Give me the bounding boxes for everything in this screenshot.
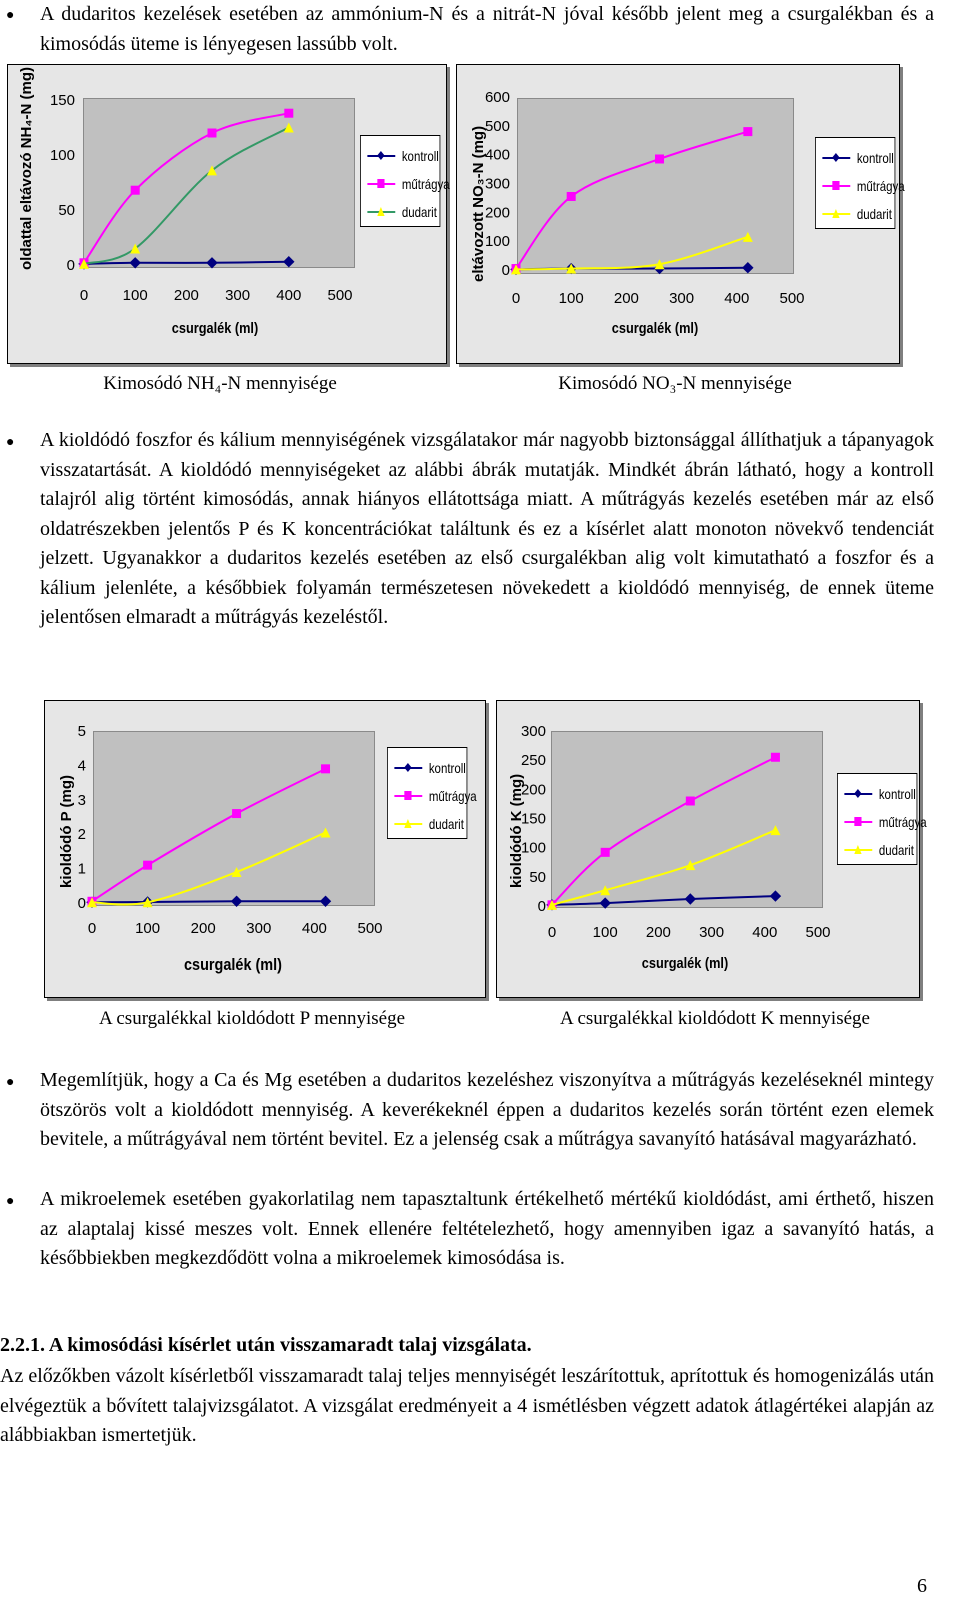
paragraph-bullet-2: A kioldódó foszfor és kálium mennyiségének vizsgálatakor már nagyobb biztonsággal állíthatjuk a tápanyagok visszatartását. A kioldódó mennyiségeket az alábbi ábrák mutatják. Mindkét ábrán látható, hogy a kontroll talajról alig történt kimosódás, annak hiányos ellátottsága miatt. A műtrágyás kezelés esetében már az első oldatrészekben jelentős P és K koncentrációkat találtunk és ez a kísérlet alatt monoton növekvő tendenciát jelzett. Ugyanakkor a dudaritos kezelés esetében az első csurgalékban alig volt kimutatható a foszfor és a kálium jelenléte, a későbbiek folyamán természetesen növekedett a kioldódó mennyiség, de ennek üteme jelentősen elmaradt a műtrágyás kezeléstől. — [40, 429, 934, 628]
chart-no3-point-1-3 — [743, 127, 752, 136]
chart-no3-x-label: csurgalék (ml) — [611, 320, 699, 337]
chart-p-series-line-2 — [92, 832, 326, 904]
chart-p-series-line-0 — [92, 901, 326, 902]
chart-no3-ytick-label: 400 — [484, 146, 510, 164]
chart-nh4-point-1-1 — [131, 186, 140, 195]
chart-k-point-2-2 — [685, 860, 695, 870]
chart-nh4-series-line-1 — [84, 113, 289, 263]
chart-nh4-ytick-label: 50 — [58, 202, 75, 219]
chart-p-point-2-3 — [321, 827, 331, 837]
caption-p: A csurgalékkal kioldódott P mennyisége — [98, 1008, 406, 1029]
chart-k-xtick-label: 500 — [805, 924, 831, 941]
chart-nh4-x-label: csurgalék (ml) — [171, 320, 259, 337]
legend-label-dudarit: dudarit — [856, 206, 892, 222]
chart-p-point-2-2 — [232, 867, 242, 877]
chart-nh4-xtick-label: 0 — [79, 287, 89, 304]
chart-p-ytick-label: 2 — [77, 826, 86, 844]
chart-no3-point-0-3 — [743, 263, 753, 273]
chart-no3-xtick-label: 400 — [724, 290, 750, 307]
chart-no3-xtick-label: 500 — [779, 290, 805, 307]
chart-p-xtick-label: 100 — [135, 920, 161, 937]
chart-p-ytick-label: 4 — [77, 757, 86, 775]
page-number: 6 — [917, 1575, 927, 1597]
chart-p-x-label: csurgalék (ml) — [184, 955, 282, 974]
chart-p-xtick-label: 400 — [301, 920, 327, 937]
chart-no3-ytick-label: 100 — [484, 233, 510, 251]
chart-nh4-xtick-label: 400 — [276, 287, 302, 304]
caption-no3: Kimosódó NO₃-N mennyisége — [558, 373, 792, 394]
chart-nh4-xtick-label: 200 — [173, 287, 199, 304]
chart-nh4-series-line-0 — [84, 262, 289, 264]
chart-no3-ytick-label: 0 — [501, 262, 510, 279]
chart-no3-point-1-2 — [655, 154, 664, 163]
chart-no3-series-line-2 — [516, 237, 748, 270]
chart-no3-ytick-label: 200 — [484, 204, 510, 222]
chart-p-xtick-label: 200 — [190, 920, 216, 937]
chart-k-point-0-1 — [600, 898, 610, 908]
chart-k-xtick-label: 400 — [752, 924, 778, 941]
chart-nh4-y-label: oldattal eltávozó NH₄-N (mg) — [18, 67, 35, 270]
chart-k-point-0-2 — [685, 894, 695, 904]
paragraph-bullet-1: A dudaritos kezelések esetében az ammónium-N és a nitrát-N jóval később jelent meg a csurgalékban és a kimosódás üteme is lényegesen lassúbb volt. — [40, 3, 934, 55]
chart-p-y-label: kioldódó P (mg) — [58, 774, 75, 888]
chart-nh4-ytick-label: 100 — [49, 147, 75, 164]
chart-p-point-0-2 — [232, 896, 242, 906]
paragraph-bullet-4: A mikroelemek esetében gyakorlatilag nem tapasztaltunk értékelhető mértékű kioldódást, ami érthető, hiszen az alaptalaj kissé meszes volt. Ennek ellenére feltételezhető, hogy amennyiben igaz a savanyító hatás, a későbbiekben megkezdődött volna a mikroelemek kimosódása is. — [40, 1188, 934, 1269]
legend-label-kontroll: kontroll — [401, 148, 439, 164]
chart-nh4-xtick-label: 500 — [327, 287, 353, 304]
chart-k-x-label: csurgalék (ml) — [641, 955, 729, 972]
chart-no3-y-label: eltávozott NO₃-N (mg) — [470, 125, 487, 282]
section-heading: 2.2.1. A kimosódási kísérlet után visszamaradt talaj vizsgálata. — [0, 1334, 532, 1356]
chart-p-series-line-1 — [92, 769, 326, 901]
chart-k-ytick-label: 150 — [520, 810, 546, 828]
legend-label-mutragya: műtrágya — [428, 788, 477, 804]
legend-label-dudarit: dudarit — [428, 816, 464, 832]
bullet-dot: ● — [6, 1194, 15, 1209]
legend-label-mutragya: műtrágya — [856, 178, 905, 194]
chart-nh4-point-1-2 — [208, 129, 217, 138]
chart-p-xtick-label: 0 — [87, 920, 97, 937]
chart-no3-xtick-label: 0 — [511, 290, 521, 307]
chart-p-point-1-1 — [143, 861, 152, 870]
chart-no3-xtick-label: 200 — [613, 290, 639, 307]
bullet-dot: ● — [6, 435, 15, 450]
chart-k-ytick-label: 300 — [520, 723, 546, 740]
chart-k-xtick-label: 200 — [645, 924, 671, 941]
legend-label-kontroll: kontroll — [878, 786, 916, 802]
bullet-dot: ● — [6, 8, 15, 23]
chart-nh4-point-0-3 — [284, 257, 294, 267]
legend-label-dudarit: dudarit — [878, 842, 914, 858]
legend-label-mutragya: műtrágya — [401, 176, 450, 192]
chart-k-xtick-label: 0 — [547, 924, 557, 941]
chart-nh4-point-0-1 — [130, 258, 140, 268]
chart-k-ytick-label: 100 — [520, 839, 546, 857]
chart-p-ytick-label: 0 — [77, 895, 86, 912]
chart-no3-point-2-3 — [743, 232, 753, 242]
chart-k-point-1-2 — [686, 797, 695, 806]
chart-no3-ytick-label: 500 — [484, 117, 510, 135]
chart-p-point-0-3 — [321, 896, 331, 906]
chart-k-point-2-3 — [770, 825, 780, 835]
chart-no3-xtick-label: 100 — [558, 290, 584, 307]
chart-p-xtick-label: 300 — [246, 920, 272, 937]
chart-k-ytick-label: 250 — [520, 752, 546, 770]
chart-p-ytick-label: 1 — [77, 860, 86, 878]
bullet-dot: ● — [6, 1075, 15, 1090]
chart-k-y-label: kioldódó K (mg) — [508, 773, 525, 888]
chart-p-xtick-label: 500 — [357, 920, 383, 937]
legend-label-kontroll: kontroll — [428, 760, 466, 776]
chart-p-point-1-2 — [232, 809, 241, 818]
chart-k-series-line-0 — [552, 896, 775, 905]
chart-k-ytick-label: 200 — [520, 781, 546, 799]
chart-nh4-xtick-label: 100 — [122, 287, 148, 304]
chart-p-ytick-label: 3 — [77, 791, 86, 809]
paragraph-bullet-3: Megemlítjük, hogy a Ca és Mg esetében a dudaritos kezeléshez viszonyítva a műtrágyás kezeléseknél mintegy ötszörös volt a kioldódott mennyiség. A keverékeknél éppen a dudaritos kezelés során történt ezen elemek bevitele, a műtrágyával nem történt bevitel. Ez a jelenség csak a műtrágya savanyító hatásával magyarázható. — [40, 1069, 934, 1150]
chart-k-point-0-3 — [770, 891, 780, 901]
chart-no3-ytick-label: 300 — [484, 175, 510, 193]
chart-nh4-point-2-3 — [284, 123, 294, 133]
chart-p-ytick-label: 5 — [77, 723, 86, 740]
chart-k-xtick-label: 300 — [699, 924, 725, 941]
chart-nh4-point-0-2 — [207, 258, 217, 268]
legend-label-kontroll: kontroll — [856, 150, 894, 166]
chart-k-point-1-1 — [601, 848, 610, 857]
legend-label-dudarit: dudarit — [401, 204, 437, 220]
chart-nh4-point-1-3 — [284, 109, 293, 118]
chart-no3-ytick-label: 600 — [484, 89, 510, 106]
caption-nh4: Kimosódó NH₄-N mennyisége — [103, 373, 337, 394]
chart-k-ytick-label: 50 — [529, 868, 546, 886]
chart-nh4-xtick-label: 300 — [225, 287, 251, 304]
chart-k-point-1-3 — [771, 753, 780, 762]
legend-label-mutragya: műtrágya — [878, 814, 927, 830]
chart-p-point-1-3 — [321, 764, 330, 773]
chart-k-xtick-label: 100 — [592, 924, 618, 941]
chart-no3-point-1-1 — [567, 192, 576, 201]
chart-k-series-line-1 — [552, 757, 775, 905]
chart-k-ytick-label: 0 — [537, 898, 546, 915]
section-text: Az előzőkben vázolt kísérletből visszamaradt talaj teljes mennyiségét leszárítottuk, aprítottuk és homogenizálás után elvégeztük a bővített talajvizsgálatot. A vizsgálat eredményeit a 4 ismétlésben végzett adatok átlagértékei alapján az alábbiakban ismertetjük. — [0, 1365, 934, 1446]
chart-nh4-ytick-label: 150 — [49, 92, 75, 109]
chart-nh4-ytick-label: 0 — [66, 257, 75, 274]
chart-no3-xtick-label: 300 — [669, 290, 695, 307]
caption-k: A csurgalékkal kioldódott K mennyisége — [560, 1008, 870, 1029]
chart-k-series-line-2 — [552, 830, 775, 905]
